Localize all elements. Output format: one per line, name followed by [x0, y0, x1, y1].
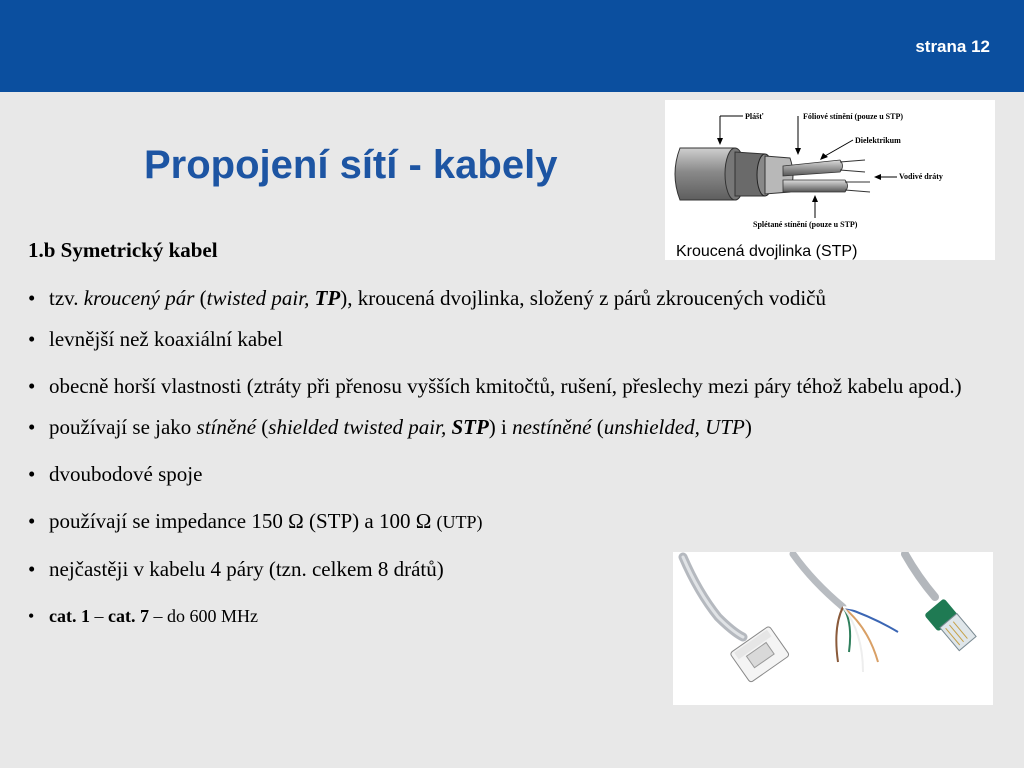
label-conductors: Vodivé dráty	[899, 172, 943, 181]
cat-start: cat. 1	[49, 606, 90, 626]
label-dielectric: Dielektrikum	[855, 136, 901, 145]
bullet-text: (	[256, 415, 269, 439]
term: kroucený pár	[83, 286, 195, 310]
bullet-text: (	[194, 286, 207, 310]
term: stíněné	[196, 415, 257, 439]
bullet-text: (	[591, 415, 604, 439]
bullet-text-small: (UTP)	[436, 512, 483, 532]
bullet-text: ), kroucená dvojlinka, složený z párů zkroucených vodičů	[340, 286, 826, 310]
bullet-text: ) i	[488, 415, 513, 439]
slide-title: Propojení sítí - kabely	[144, 143, 558, 187]
bullet-text: – do 600 MHz	[148, 606, 258, 626]
stp-cable-icon	[665, 100, 995, 260]
term: nestíněné	[512, 415, 592, 439]
abbr: TP	[314, 286, 341, 310]
label-braid: Splétané stínění (pouze u STP)	[753, 220, 858, 229]
slide-subtitle: 1.b Symetrický kabel	[28, 238, 218, 262]
bullet-text: používají se impedance 150 Ω (STP) a 100 Ω	[49, 509, 437, 533]
bullet-twisted-pair	[28, 284, 929, 313]
term-en: twisted pair,	[206, 286, 315, 310]
bullet-cheaper: • levnější než koaxiální kabel	[28, 325, 978, 354]
bullet-text: –	[89, 606, 108, 626]
label-foil: Fóliové stínění (pouze u STP)	[803, 112, 904, 121]
twisted-pair-cables-photo-icon	[673, 552, 993, 705]
bullet-text: používají se jako	[49, 415, 197, 439]
page-number: strana 12	[915, 37, 990, 56]
bullet-pairs: • nejčastěji v kabelu 4 páry (tzn. celkem 8 drátů)	[28, 555, 978, 584]
bullet-text: tzv.	[49, 286, 84, 310]
cat-end: cat. 7	[107, 606, 149, 626]
bullet-properties: • obecně horší vlastnosti (ztráty při přenosu vyšších kmitočtů, rušení, přeslechy mezi páry téhož kabelu apod.)	[28, 372, 969, 401]
bullet-stp-utp	[28, 413, 978, 442]
abbr: STP	[451, 415, 489, 439]
label-jacket: Plášť	[745, 112, 764, 121]
cables-photo	[673, 552, 993, 705]
bullet-impedance	[28, 507, 978, 537]
header-bar	[0, 0, 1024, 92]
bullet-text: )	[744, 415, 752, 439]
term-en: unshielded, UTP	[603, 415, 745, 439]
bullet-point-to-point: • dvoubodové spoje	[28, 460, 978, 489]
stp-caption: Kroucená dvojlinka (STP)	[676, 243, 858, 260]
term-en: shielded twisted pair,	[268, 415, 452, 439]
stp-diagram	[665, 100, 995, 260]
